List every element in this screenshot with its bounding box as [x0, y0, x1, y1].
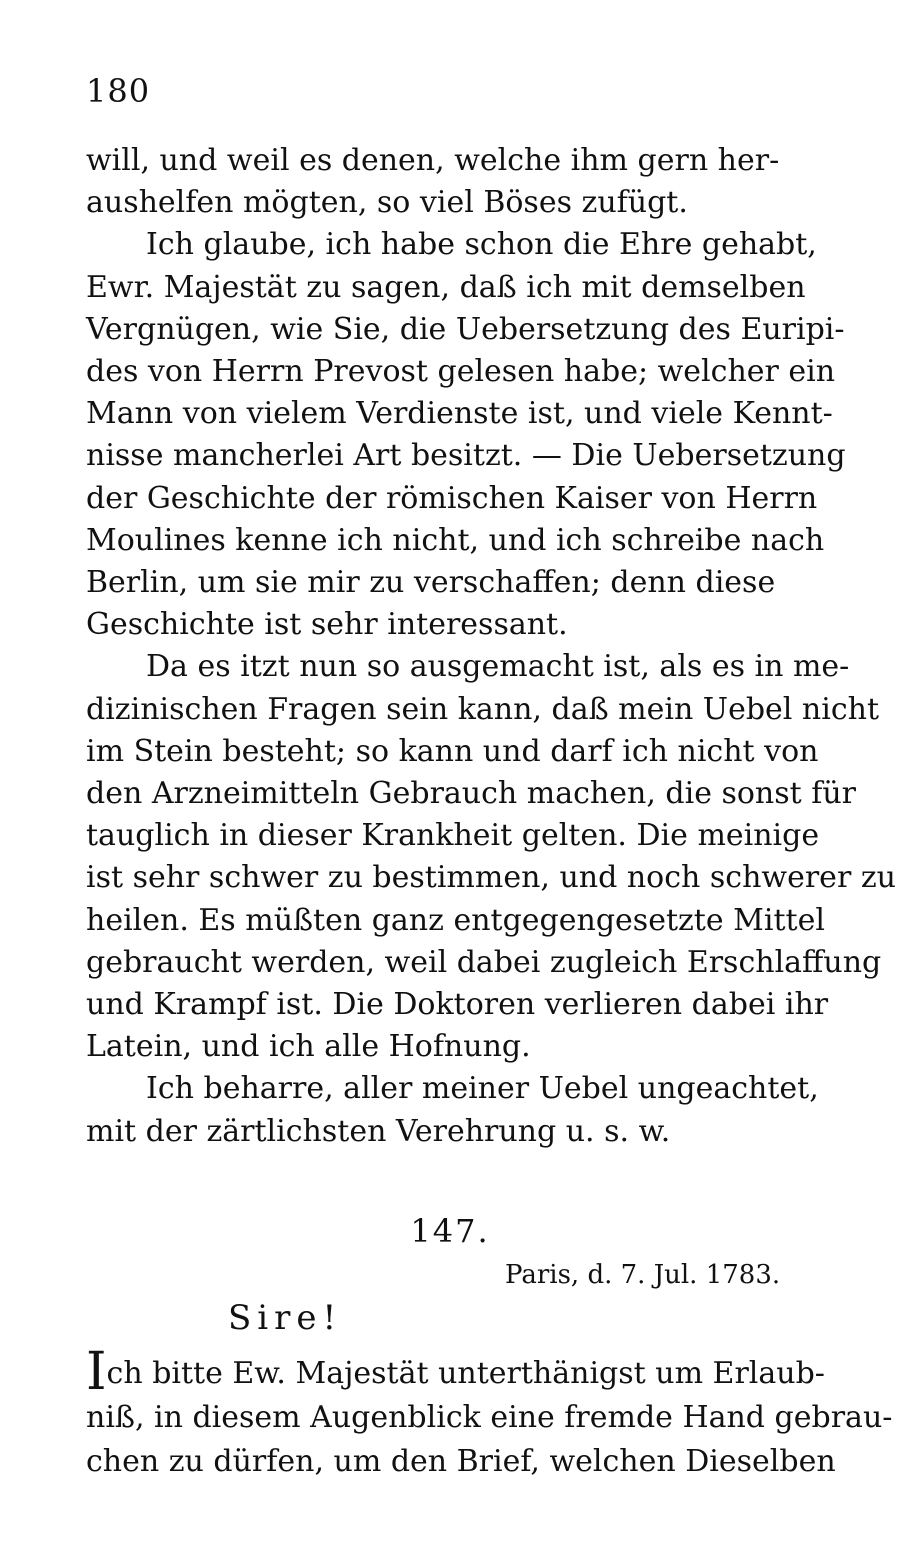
letter-147-body	[86, 1342, 893, 1484]
text-line: aushelfen mögten, so viel Böses zufügt.	[86, 185, 688, 221]
text-line: will, und weil es denen, welche ihm gern her-	[86, 143, 780, 178]
text-line: niß, in diesem Augenblick eine fremde Hand gebrau-	[86, 1400, 893, 1435]
text-line: gebraucht werden, weil dabei zugleich Erschlaffung	[86, 944, 882, 980]
text-line: Geschichte ist sehr interessant.	[86, 607, 568, 643]
text-line: dizinischen Fragen sein kann, daß mein Uebel nicht	[86, 691, 880, 727]
text-line: Mann von vielem Verdienste ist, und viele Kennt-	[86, 396, 833, 432]
text-line: tauglich in dieser Krankheit gelten. Die meinige	[86, 818, 820, 854]
text-line: Ich glaube, ich habe schon die Ehre gehabt,	[146, 227, 817, 263]
text-line: Latein, und ich alle Hofnung.	[86, 1029, 531, 1065]
text-line: nisse mancherlei Art besitzt. — Die Uebersetzung	[86, 438, 846, 474]
text-line: Berlin, um sie mir zu verschaffen; denn diese	[86, 565, 776, 601]
text-line: Da es itzt nun so ausgemacht ist, als es in me-	[146, 649, 850, 685]
letter-number: 147.	[410, 1212, 490, 1250]
text-line: und Krampf ist. Die Doktoren verlieren dabei ihr	[86, 987, 829, 1023]
drop-cap: I	[86, 1342, 107, 1402]
text-line: Vergnügen, wie Sie, die Uebersetzung des Euripi-	[86, 311, 845, 347]
text-line: der Geschichte der römischen Kaiser von Herrn	[86, 480, 818, 516]
text-line: Ewr. Majestät zu sagen, daß ich mit demselben	[86, 269, 806, 305]
letter-146-body	[86, 140, 896, 1153]
text-line: im Stein besteht; so kann und darf ich nicht von	[86, 733, 819, 769]
salutation: Sire!	[228, 1298, 343, 1338]
text-line-first	[86, 1342, 825, 1402]
text-line: mit der zärtlichsten Verehrung u. s. w.	[86, 1113, 671, 1149]
text-line: chen zu dürfen, um den Brief, welchen Dieselben	[86, 1444, 836, 1479]
page-number: 180	[86, 72, 151, 110]
first-line-text: ch bitte Ew. Majestät unterthänigst um Erlaub-	[106, 1356, 825, 1391]
letter-dateline: Paris, d. 7. Jul. 1783.	[505, 1260, 781, 1290]
text-line: den Arzneimitteln Gebrauch machen, die sonst für	[86, 776, 857, 812]
text-line: Ich beharre, aller meiner Uebel ungeachtet,	[146, 1071, 819, 1107]
text-line: heilen. Es müßten ganz entgegengesetzte Mittel	[86, 902, 825, 938]
text-line: ist sehr schwer zu bestimmen, und noch schwerer zu	[86, 860, 896, 896]
text-line: Moulines kenne ich nicht, und ich schreibe nach	[86, 522, 825, 558]
text-line: des von Herrn Prevost gelesen habe; welcher ein	[86, 354, 836, 390]
